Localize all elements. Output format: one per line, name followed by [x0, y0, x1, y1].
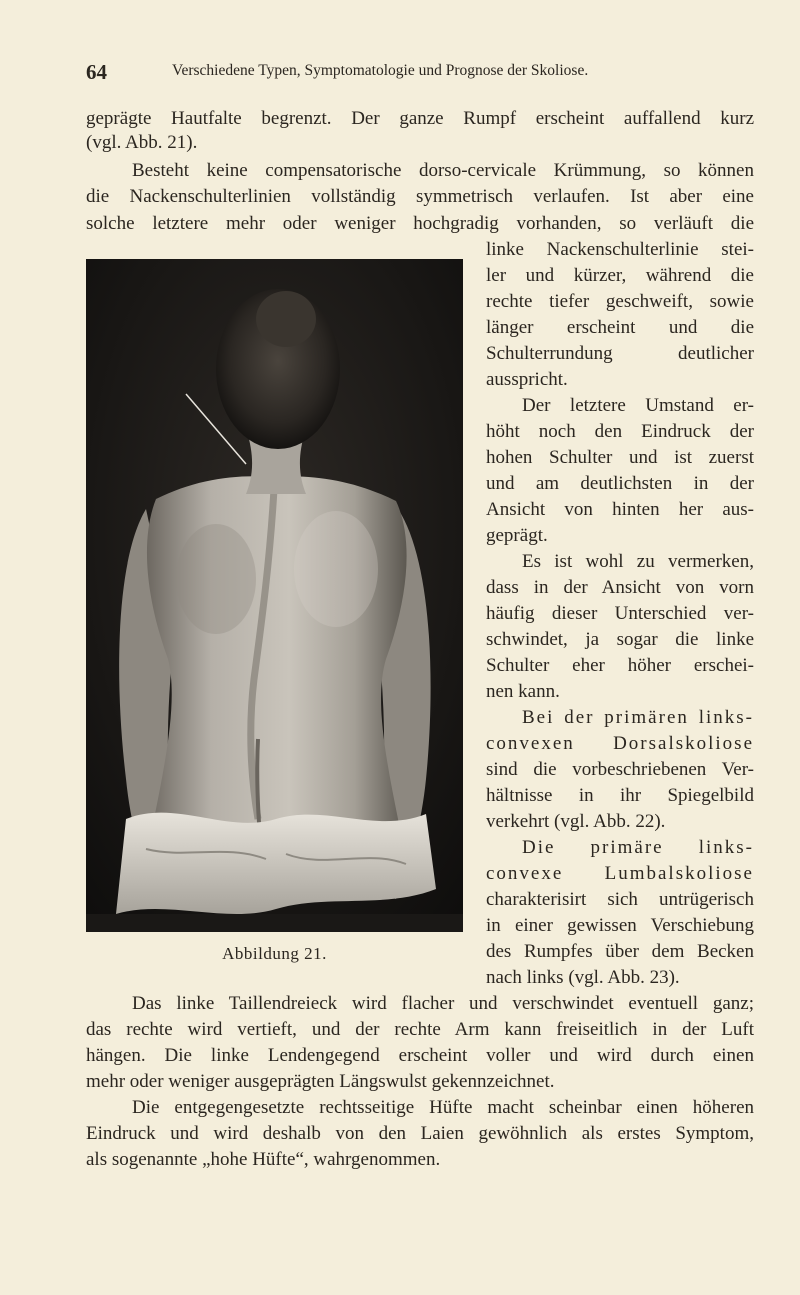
text-line: solche letztere mehr oder weniger hochgradig vorhanden, so verläuft die [86, 213, 754, 234]
text-line: Besteht keine compensatorische dorso-cervicale Krümmung, so können [132, 160, 754, 181]
text-line: linke Nackenschulterlinie stei- [486, 239, 754, 260]
running-head [86, 58, 766, 86]
text-line: geprägt. [486, 525, 548, 546]
text-line: und am deutlichsten in der [486, 473, 754, 494]
text-line: des Rumpfes über dem Becken [486, 941, 754, 962]
text-line: hängen. Die linke Lendengegend erscheint voller und wird durch einen [86, 1045, 754, 1066]
figure-photograph [86, 259, 463, 932]
text-line: Eindruck und wird deshalb von den Laien gewöhnlich als erstes Symptom, [86, 1123, 754, 1144]
text-line: geprägte Hautfalte begrenzt. Der ganze Rumpf erscheint auffallend kurz [86, 108, 754, 129]
text-line: das rechte wird vertieft, und der rechte Arm kann freiseitlich in der Luft [86, 1019, 754, 1040]
text-line: häufig dieser Unterschied ver- [486, 603, 754, 624]
text-line: in einer gewissen Verschiebung [486, 915, 754, 936]
text-line: mehr oder weniger ausgeprägten Längswulst gekennzeichnet. [86, 1071, 555, 1092]
text-line: verkehrt (vgl. Abb. 22). [486, 811, 666, 832]
text-line: hohen Schulter und ist zuerst [486, 447, 754, 468]
text-line: Das linke Taillendreieck wird flacher und verschwindet eventuell ganz; [132, 993, 754, 1014]
text-line: ler und kürzer, während die [486, 265, 754, 286]
text-line: Die primäre links- [522, 837, 754, 858]
text-line: convexen Dorsalskoliose [486, 733, 754, 754]
text-line: (vgl. Abb. 21). [86, 132, 198, 153]
text-line: als sogenannte „hohe Hüfte“, wahrgenommen. [86, 1149, 441, 1170]
text-line: nen kann. [486, 681, 560, 702]
text-line: hältnisse in ihr Spiegelbild [486, 785, 754, 806]
text-line: convexe Lumbalskoliose [486, 863, 754, 884]
page-number: 64 [86, 60, 107, 84]
text-line: schwindet, ja sogar die linke [486, 629, 754, 650]
text-line: Schulter eher höher erschei- [486, 655, 754, 676]
text-line: Schulterrundung deutlicher [486, 343, 754, 364]
text-line: dass in der Ansicht von vorn [486, 577, 754, 598]
text-line: die Nackenschulterlinien vollständig symmetrisch verlaufen. Ist aber eine [86, 186, 754, 207]
text-line: nach links (vgl. Abb. 23). [486, 967, 680, 988]
text-line: Es ist wohl zu vermerken, [522, 551, 754, 572]
text-line: Die entgegengesetzte rechtsseitige Hüfte macht scheinbar einen höheren [132, 1097, 754, 1118]
running-head-title: Verschiedene Typen, Symptomatologie und Prognose der Skoliose. [172, 62, 589, 79]
text-line: ausspricht. [486, 369, 568, 390]
text-line: Der letztere Umstand er- [522, 395, 754, 416]
text-line: höht noch den Eindruck der [486, 421, 754, 442]
text-line: rechte tiefer geschweift, sowie [486, 291, 754, 312]
text-line: länger erscheint und die [486, 317, 754, 338]
text-line: Ansicht von hinten her aus- [486, 499, 754, 520]
figure-caption: Abbildung 21. [222, 944, 327, 963]
text-line: Bei der primären links- [522, 707, 754, 728]
text-line: sind die vorbeschriebenen Ver- [486, 759, 754, 780]
text-line: charakterisirt sich untrügerisch [486, 889, 754, 910]
